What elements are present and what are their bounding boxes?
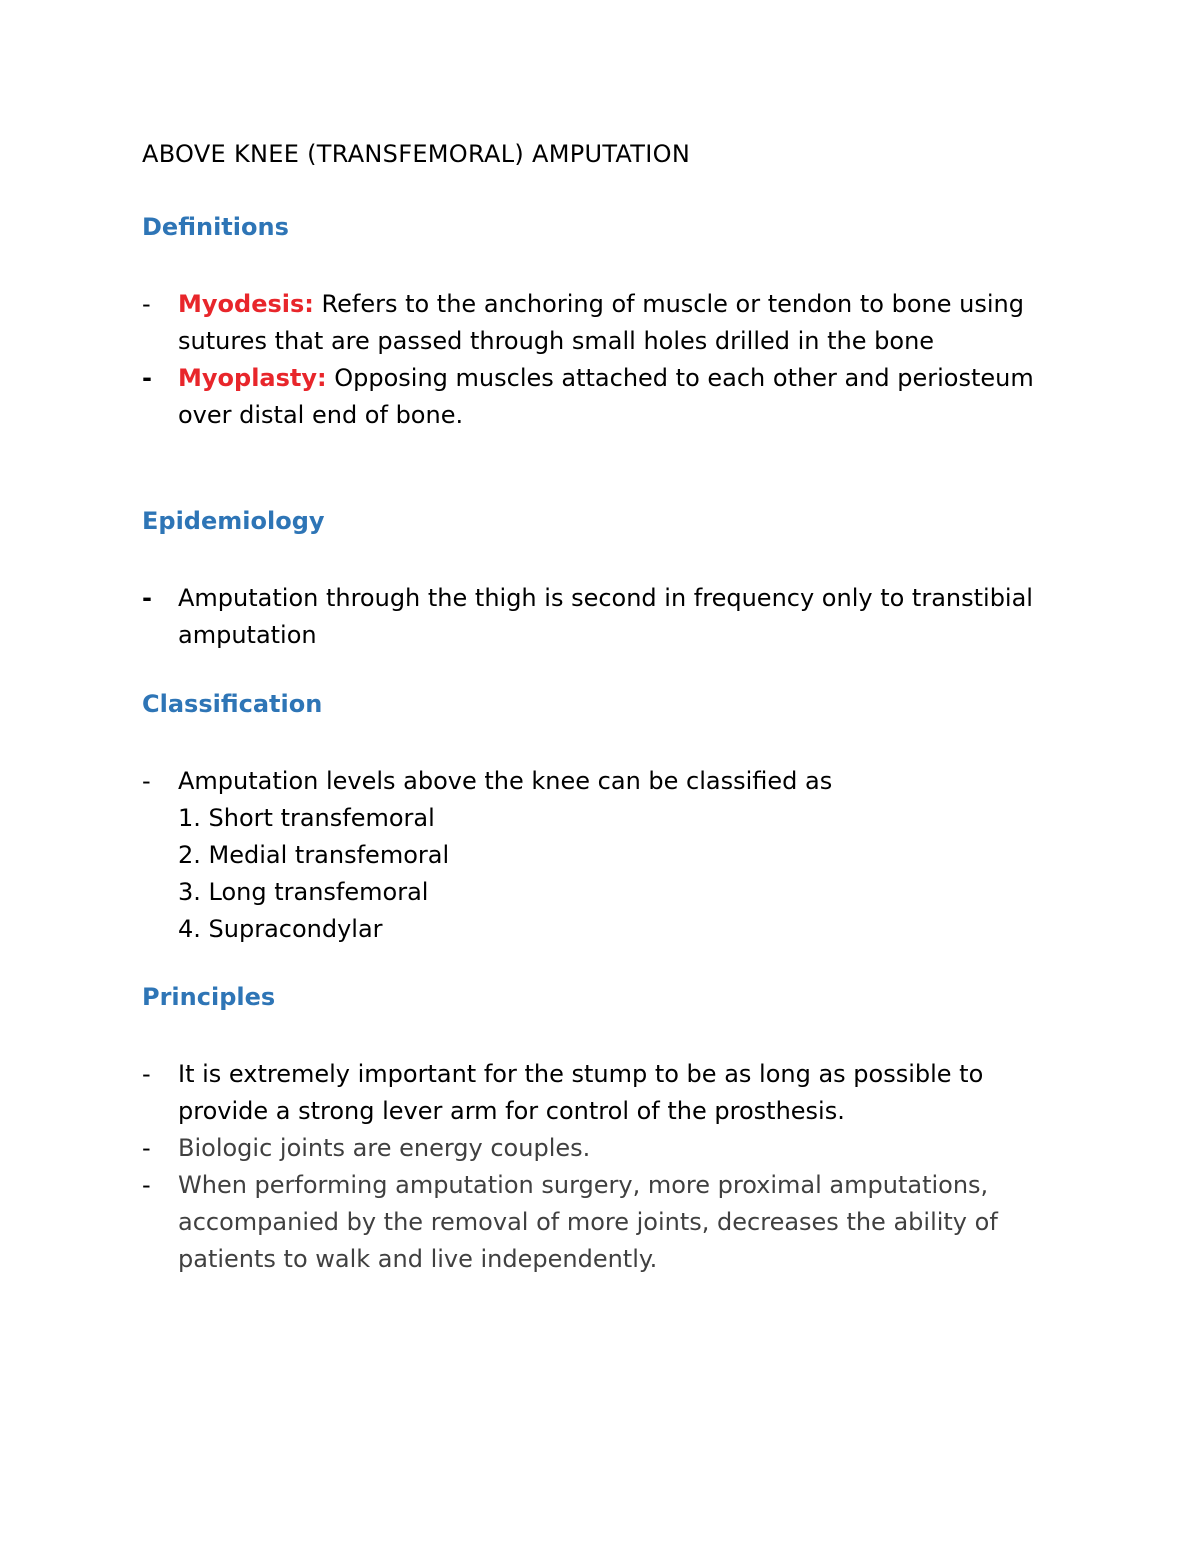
list-item	[142, 580, 1062, 654]
level-item: 4. Supracondylar	[178, 915, 383, 943]
section-heading-definitions: Definitions	[142, 213, 289, 241]
bullet-dash: -	[142, 584, 152, 612]
principle-text: When performing amputation surgery, more proximal amputations, accompanied by the removal of more joints, decreases the ability of patients to walk and live independently.	[178, 1171, 998, 1273]
list-item	[142, 286, 1062, 360]
list-item	[142, 763, 1062, 948]
classification-levels	[178, 800, 1062, 948]
term-myodesis: Myodesis:	[178, 290, 314, 318]
bullet-dash: -	[142, 767, 151, 795]
level-item: 1. Short transfemoral	[178, 804, 435, 832]
level-item: 2. Medial transfemoral	[178, 841, 450, 869]
epidemiology-text: Amputation through the thigh is second in frequency only to transtibial amputation	[178, 584, 1033, 649]
definition-text: Opposing muscles attached to each other and periosteum over distal end of bone.	[178, 364, 1034, 429]
document-title: ABOVE KNEE (TRANSFEMORAL) AMPUTATION	[142, 140, 691, 168]
bullet-dash: -	[142, 364, 152, 392]
epidemiology-list	[142, 580, 1062, 654]
definition-text: Refers to the anchoring of muscle or tendon to bone using sutures that are passed through small holes drilled in the bone	[178, 290, 1024, 355]
bullet-dash: -	[142, 1060, 151, 1088]
bullet-dash: -	[142, 1134, 151, 1162]
section-heading-principles: Principles	[142, 983, 276, 1011]
classification-intro: Amputation levels above the knee can be classified as	[178, 767, 833, 795]
level-item: 3. Long transfemoral	[178, 878, 429, 906]
bullet-dash: -	[142, 1171, 151, 1199]
classification-list	[142, 763, 1062, 948]
list-item	[142, 360, 1062, 434]
term-myoplasty: Myoplasty:	[178, 364, 327, 392]
principle-text: Biologic joints are energy couples.	[178, 1134, 591, 1162]
bullet-dash: -	[142, 290, 151, 318]
list-item	[142, 1056, 1062, 1130]
principles-list	[142, 1056, 1062, 1278]
section-heading-epidemiology: Epidemiology	[142, 507, 325, 535]
section-heading-classification: Classification	[142, 690, 323, 718]
list-item	[142, 1167, 1062, 1278]
list-item	[142, 1130, 1062, 1167]
principle-text: It is extremely important for the stump to be as long as possible to provide a strong lever arm for control of the prosthesis.	[178, 1060, 984, 1125]
definitions-list	[142, 286, 1062, 434]
